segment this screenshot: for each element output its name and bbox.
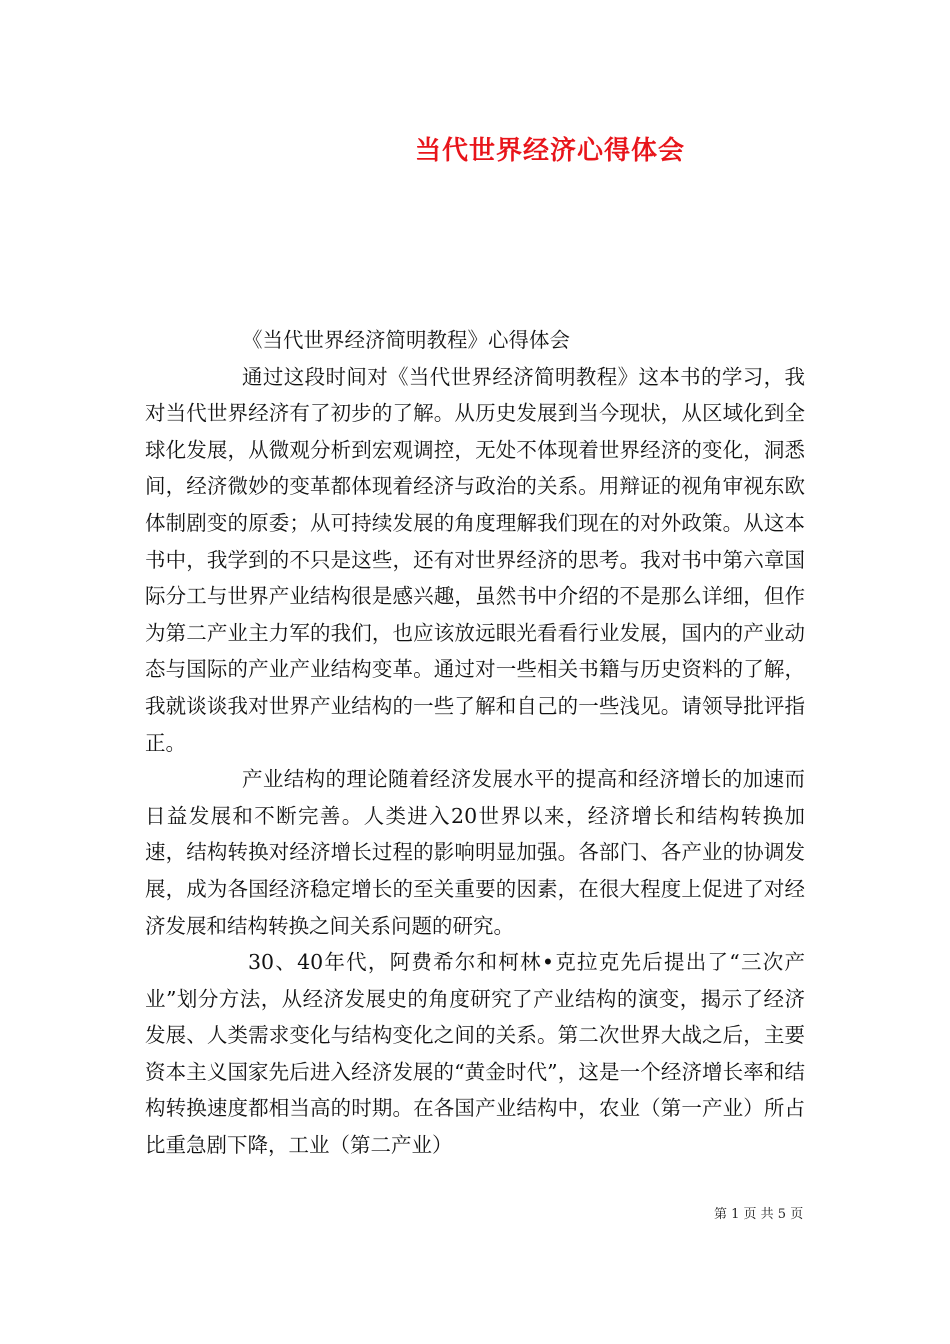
paragraph-2: 产业结构的理论随着经济发展水平的提高和经济增长的加速而日益发展和不断完善。人类进入20世界以来，经济增长和结构转换加速，结构转换对经济增长过程的影响明显加强。各部门、各产业的协调发展，成为各国经济稳定增长的至关重要的因素，在很大程度上促进了对经济发展和结构转换之间关系问题的研究。 bbox=[145, 767, 805, 938]
document-title: 当代世界经济心得体会 bbox=[414, 136, 685, 166]
paragraph-1: 通过这段时间对《当代世界经济简明教程》这本书的学习，我对当代世界经济有了初步的了解。从历史发展到当今现状，从区域化到全球化发展，从微观分析到宏观调控，无处不体现着世界经济的变化，洞悉间，经济微妙的变革都体现着经济与政治的关系。用辩证的视角审视东欧体制剧变的原委；从可持续发展的角度理解我们现在的对外政策。从这本书中，我学到的不只是这些，还有对世界经济的思考。我对书中第六章国际分工与世界产业结构很是感兴趣，虽然书中介绍的不是那么详细，但作为第二产业主力军的我们，也应该放远眼光看看行业发展，国内的产业动态与国际的产业产业结构变革。通过对一些相关书籍与历史资料的了解，我就谈谈我对世界产业结构的一些了解和自己的一些浅见。请领导批评指正。 bbox=[145, 364, 805, 755]
paragraph-3: 30、40年代，阿费希尔和柯林•克拉克先后提出了“三次产业”划分方法，从经济发展史的角度研究了产业结构的演变，揭示了经济发展、人类需求变化与结构变化之间的关系。第二次世界大战之后，主要资本主义国家先后进入经济发展的“黄金时代”，这是一个经济增长率和结构转换速度都相当高的时期。在各国产业结构中，农业（第一产业）所占比重急剧下降，工业（第二产业） bbox=[145, 950, 805, 1158]
document-subtitle: 《当代世界经济简明教程》心得体会 bbox=[242, 328, 570, 352]
page-number-footer: 第 1 页 共 5 页 bbox=[714, 1207, 804, 1222]
document-body bbox=[145, 322, 805, 1164]
